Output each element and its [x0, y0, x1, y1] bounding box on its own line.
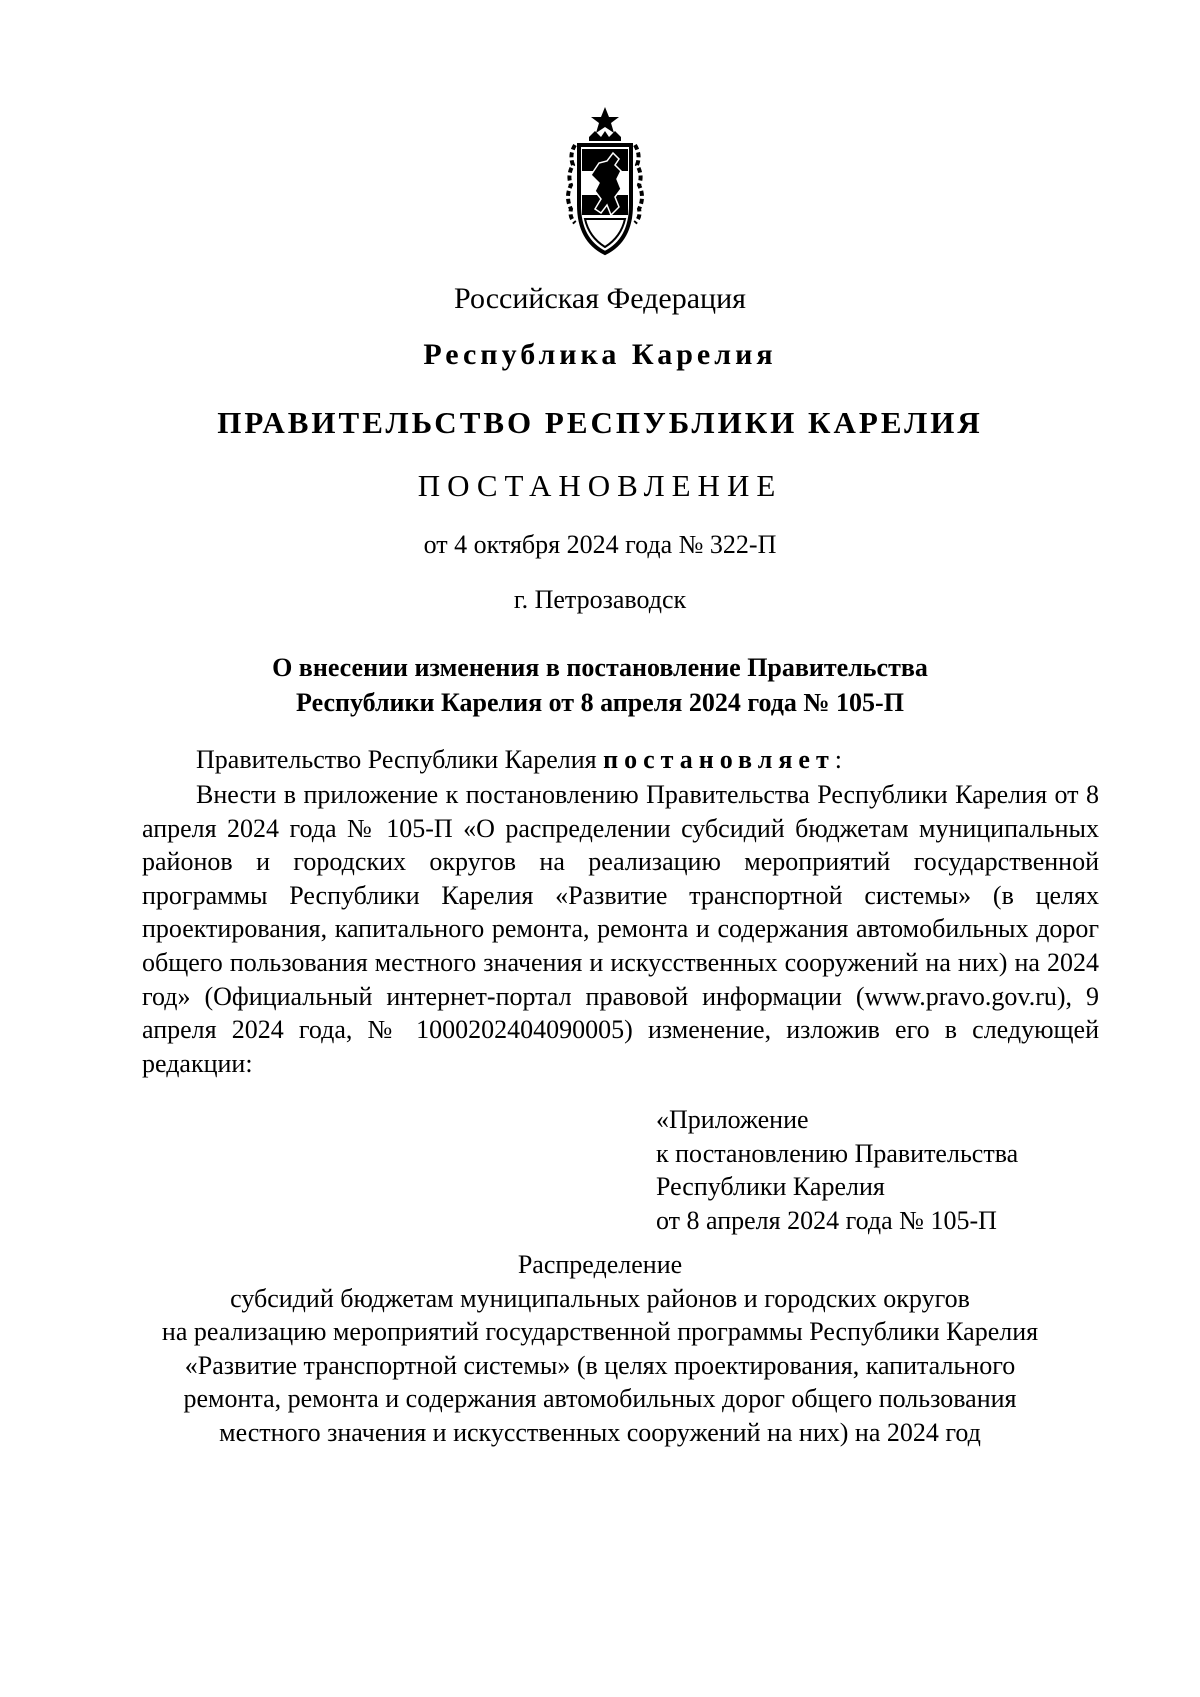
distribution-line: местного значения и искусственных сооружений на них) на 2024 год: [219, 1417, 981, 1447]
appendix-reference: [656, 1103, 1018, 1237]
distribution-line: Распределение: [517, 1250, 683, 1279]
distribution-line: на реализацию мероприятий государственной программы Республики Карелия: [161, 1317, 1039, 1346]
title-line: Республики Карелия от 8 апреля 2024 года № 105-П: [296, 688, 904, 717]
decree-preamble: [196, 745, 842, 775]
government-name: ПРАВИТЕЛЬСТВО РЕСПУБЛИКИ КАРЕЛИЯ: [217, 405, 983, 440]
appendix-line: от 8 апреля 2024 года № 105-П: [656, 1205, 997, 1235]
document-city: г. Петрозаводск: [513, 585, 687, 614]
country-name: Российская Федерация: [454, 282, 746, 315]
appendix-line: к постановлению Правительства: [656, 1138, 1019, 1168]
decree-verb: постановляет: [603, 745, 835, 774]
document-date-number: от 4 октября 2024 года № 322-П: [423, 530, 777, 559]
distribution-heading: [0, 1248, 1200, 1449]
distribution-line: «Развитие транспортной системы» (в целях проектирования, капитального: [184, 1350, 1016, 1380]
distribution-line: субсидий бюджетам муниципальных районов и городских округов: [230, 1283, 970, 1313]
republic-name: Республика Карелия: [423, 338, 777, 371]
appendix-line: «Приложение: [656, 1105, 809, 1134]
document-type: ПОСТАНОВЛЕНИЕ: [417, 468, 783, 503]
decree-body: Внести в приложение к постановлению Правительства Республики Карелия от 8 апреля 2024 года № 105-П «О распределении субсидий бюджетам муниципальных районов и городских округов на реализацию мероприятий государственной программы Республики Карелия «Развитие транспортной системы» (в целях проектирования, капитального ремонта, ремонта и содержания автомобильных дорог общего пользования местного значения и искусственных сооружений на них) на 2024 год» (Официальный интернет-портал правовой информации (www.pravo.gov.ru), 9 апреля 2024 года, № 1000202404090005) изменение, изложив его в следующей редакции:: [142, 780, 1099, 1078]
document-title: [0, 650, 1200, 720]
karelia-coat-of-arms-icon: [555, 105, 655, 260]
distribution-line: ремонта, ремонта и содержания автомобильных дорог общего пользования: [183, 1384, 1017, 1413]
appendix-line: Республики Карелия: [656, 1172, 885, 1201]
decree-subject: Правительство Республики Карелия: [196, 745, 604, 774]
title-line: О внесении изменения в постановление Правительства: [272, 653, 928, 682]
decree-colon: :: [834, 745, 842, 774]
